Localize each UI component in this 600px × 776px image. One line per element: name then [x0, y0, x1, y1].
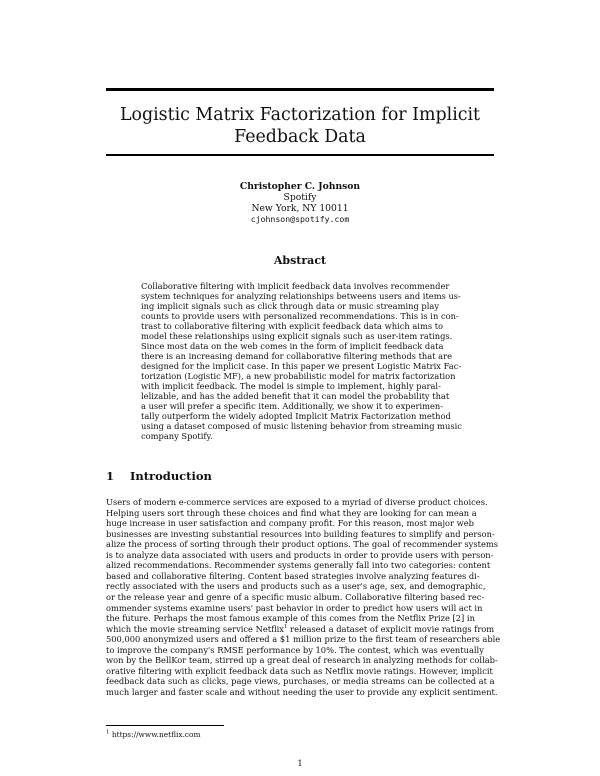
paragraph-line: won by the BellKor team, stirred up a great deal of research in analyzing methods for collab-	[106, 655, 498, 666]
abstract-line: a user will prefer a specific item. Additionally, we show it to experimen-	[141, 401, 444, 411]
abstract-line: counts to provide users with personalized recommendations. This is in con-	[141, 311, 459, 321]
abstract-line: designed for the implicit case. In this paper we present Logistic Matrix Fac-	[141, 361, 462, 371]
abstract-line: Collaborative filtering with implicit feedback data involves recommender	[141, 281, 450, 291]
paragraph-line: Users of modern e-commerce services are exposed to a myriad of diverse product choices.	[106, 497, 488, 507]
abstract-line: ing implicit signals such as click through data or music streaming play	[141, 301, 440, 311]
title-top-rule	[106, 88, 494, 91]
abstract-line: trast to collaborative filtering with explicit feedback data which aims to	[141, 321, 444, 331]
title-line-1: Logistic Matrix Factorization for Implicit	[119, 105, 481, 125]
paragraph-line: much larger and faster scale and without needing the user to provide any explicit sentiment.	[106, 686, 498, 697]
footnote-mark: 1	[106, 729, 110, 736]
paragraph-line: or the release year and genre of a specific music album. Collaborative filtering based rec-	[106, 591, 485, 602]
abstract-line: system techniques for analyzing relationships betweens users and items us-	[141, 291, 461, 301]
author-location: New York, NY 10011	[251, 203, 349, 214]
section-title: Introduction	[130, 469, 212, 483]
footnote	[106, 730, 201, 739]
footnote-url: https://www.netflix.com	[111, 730, 201, 739]
paragraph-line: alized recommendations. Recommender systems generally fall into two categories: content	[106, 560, 491, 571]
title-line-2: Feedback Data	[234, 127, 366, 147]
abstract-line: Since most data on the web comes in the form of implicit feedback data	[141, 341, 444, 351]
paragraph-line: based and collaborative filtering. Content based strategies involve analyzing features di-	[106, 570, 480, 581]
author-affiliation: Spotify	[283, 192, 317, 203]
paragraph-line: orative filtering with explicit feedback data such as Netflix movie ratings. However, implicit	[106, 665, 493, 676]
paragraph-line: is to analyze data associated with users and products in order to provide users with person-	[106, 549, 494, 560]
paragraph-line: rectly associated with the users and products such as a user's age, sex, and demographic,	[106, 581, 486, 592]
abstract-line: there is an increasing demand for collaborative filtering methods that are	[141, 351, 452, 361]
abstract-line: using a dataset composed of music listening behavior from streaming music	[141, 421, 462, 431]
paragraph-line: to improve the company's RMSE performance by 10%. The contest, which was eventually	[106, 644, 484, 655]
footnote-reference: 1	[283, 623, 288, 630]
abstract-line: torization (Logistic MF), a new probabilistic model for matrix factorization	[141, 371, 456, 381]
paper-title	[106, 104, 494, 148]
paragraph-line: huge increase in user satisfaction and company profit. For this reason, most major web	[106, 518, 474, 529]
abstract-heading: Abstract	[273, 254, 327, 267]
abstract-line: lelizable, and has the added benefit that it can model the probability that	[141, 391, 450, 401]
author-name: Christopher C. Johnson	[239, 181, 361, 192]
title-bottom-rule	[106, 154, 494, 156]
paragraph-line: businesses are investing substantial resources into building features to simplify and person-	[106, 528, 495, 539]
page-number: 1	[297, 758, 303, 768]
abstract-line: tally outperform the widely adopted Implicit Matrix Factorization method	[141, 411, 451, 421]
paragraph-line: alize the process of sorting through their product options. The goal of recommender systems	[106, 539, 498, 550]
abstract-line: model these relationships using explicit signals such as user-item ratings.	[141, 331, 453, 341]
section-heading	[106, 469, 212, 483]
paragraph-line: the future. Perhaps the most famous example of this comes from the Netflix Prize [2] in	[106, 613, 475, 624]
abstract-line: with implicit feedback. The model is simple to implement, highly paral-	[141, 381, 441, 391]
footnote-rule	[106, 725, 224, 726]
paragraph-line: Helping users sort through these choices and find what they are looking for can mean a	[106, 507, 477, 518]
paragraph-line: ommender systems examine users' past behavior in order to predict how users will act in	[106, 602, 483, 613]
paragraph-line: feedback data such as clicks, page views, purchases, or media streams can be collected at a	[106, 676, 495, 687]
author-block	[106, 181, 494, 225]
paragraph-line	[106, 624, 494, 634]
paragraph-line: 500,000 anonymized users and offered a $1 million prize to the first team of researchers able	[106, 634, 501, 645]
abstract-line: company Spotify.	[141, 431, 213, 441]
netflix-line-end: released a dataset of explicit movie ratings from	[287, 623, 495, 634]
netflix-line-start: which the movie streaming service Netflix	[106, 623, 284, 634]
section-number: 1	[106, 469, 115, 483]
author-email: cjohnson@spotify.com	[250, 214, 350, 224]
